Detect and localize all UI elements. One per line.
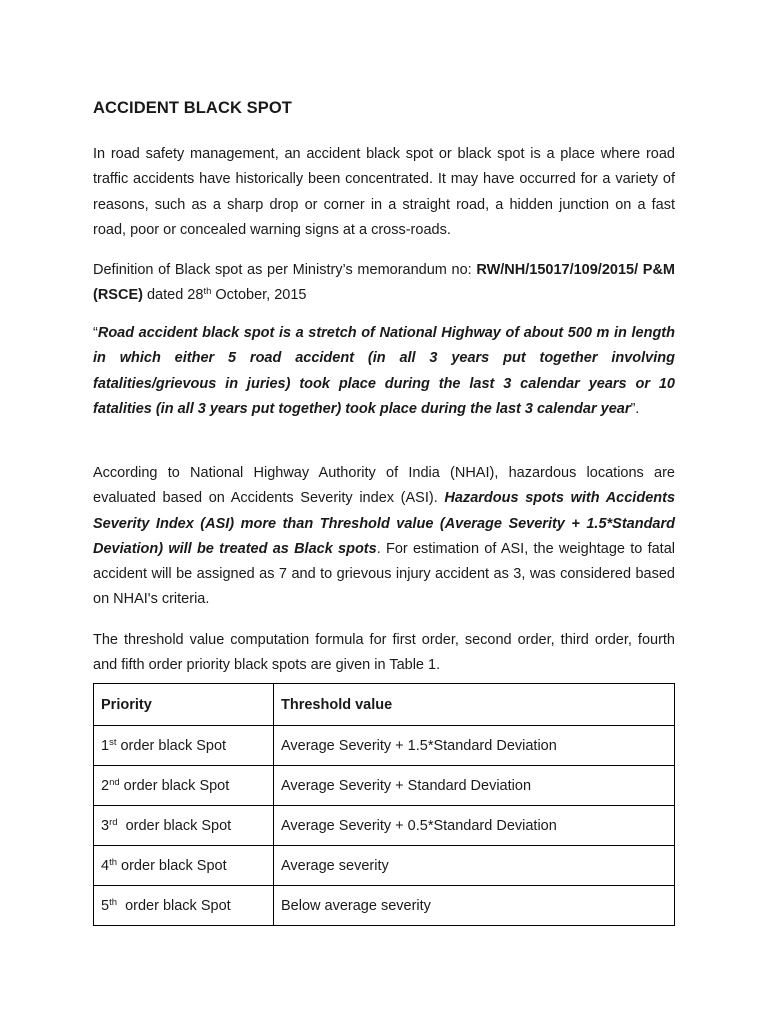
intro-paragraph: In road safety management, an accident black spot or black spot is a place where road traffic accidents have historically been concentrated. It may have occurred for a variety of reasons, such as a sharp drop or corner in a straight road, a hidden junction on a fast road, poor or concealed warning signs at a cross-roads. (93, 146, 675, 238)
table-header-row (94, 684, 675, 726)
order-label: order black Spot (117, 857, 227, 874)
memo-number: RW/NH/15017/109/2015/ P&M (RSCE) (93, 262, 675, 304)
date-ordinal-suffix: th (203, 286, 212, 298)
quote-open: “ (93, 325, 98, 341)
order-suffix: st (109, 736, 117, 748)
table-row (94, 726, 675, 766)
order-label: order black Spot (117, 897, 231, 914)
table-row (94, 886, 675, 926)
nhai-emphasis: Hazardous spots with Accidents Severity Index (ASI) more than Threshold value (Average Severity + 1.5*Standard Deviation) will be treated as Black spots (93, 490, 676, 557)
order-number: 1 (101, 737, 110, 754)
nhai-text-2: . For estimation of ASI, the weightage to fatal accident will be assigned as 7 and to grievous injury accident as 3, was considered based on NHAI's criteria. (93, 540, 675, 608)
order-number: 4 (101, 857, 110, 874)
order-number: 5 (101, 897, 110, 914)
priority-cell (94, 766, 274, 806)
priority-cell (94, 846, 274, 886)
threshold-cell: Average Severity + 0.5*Standard Deviation (274, 806, 675, 846)
order-number: 3 (101, 817, 110, 834)
page-title: ACCIDENT BLACK SPOT (93, 99, 292, 117)
definition-dated: dated 28 (142, 287, 204, 304)
order-label: order black Spot (119, 777, 230, 794)
nhai-text-1: According to National Highway Authority of India (NHAI), hazardous locations are evaluated based on Accidents Severity index (ASI). (93, 465, 675, 507)
quote-text: Road accident black spot is a stretch of National Highway of about 500 m in length in which either 5 road accident (in all 3 years put together involving fatalities/grievous in juries) took place during the last 3 calendar years or 10 fatalities (in all 3 years put together) took place during the last 3 calendar year (93, 325, 675, 417)
table-row (94, 846, 675, 886)
definition-prefix: Definition of Black spot as per Ministry’s memorandum no: (93, 262, 477, 278)
order-suffix: th (109, 896, 118, 908)
table-row (94, 766, 675, 806)
threshold-table (93, 683, 675, 926)
definition-quote (93, 321, 675, 422)
order-suffix: rd (109, 816, 118, 828)
priority-cell (94, 726, 274, 766)
threshold-cell: Below average severity (274, 886, 675, 926)
priority-cell (94, 886, 274, 926)
definition-date-rest: October, 2015 (211, 287, 307, 304)
threshold-cell: Average Severity + Standard Deviation (274, 766, 675, 806)
threshold-intro-paragraph: The threshold value computation formula for first order, second order, third order, fourth and fifth order priority black spots are given in Table 1. (93, 632, 675, 674)
threshold-cell: Average Severity + 1.5*Standard Deviation (274, 726, 675, 766)
threshold-cell: Average severity (274, 846, 675, 886)
nhai-paragraph (93, 461, 675, 613)
header-priority: Priority (94, 684, 274, 726)
order-number: 2 (101, 777, 110, 794)
quote-close: ”. (630, 400, 640, 417)
definition-paragraph (93, 258, 675, 309)
table-row (94, 806, 675, 846)
order-label: order black Spot (116, 737, 227, 754)
header-threshold-value: Threshold value (274, 684, 675, 726)
priority-cell (94, 806, 274, 846)
order-suffix: nd (109, 776, 120, 788)
order-label: order black Spot (117, 817, 232, 834)
order-suffix: th (109, 856, 118, 868)
